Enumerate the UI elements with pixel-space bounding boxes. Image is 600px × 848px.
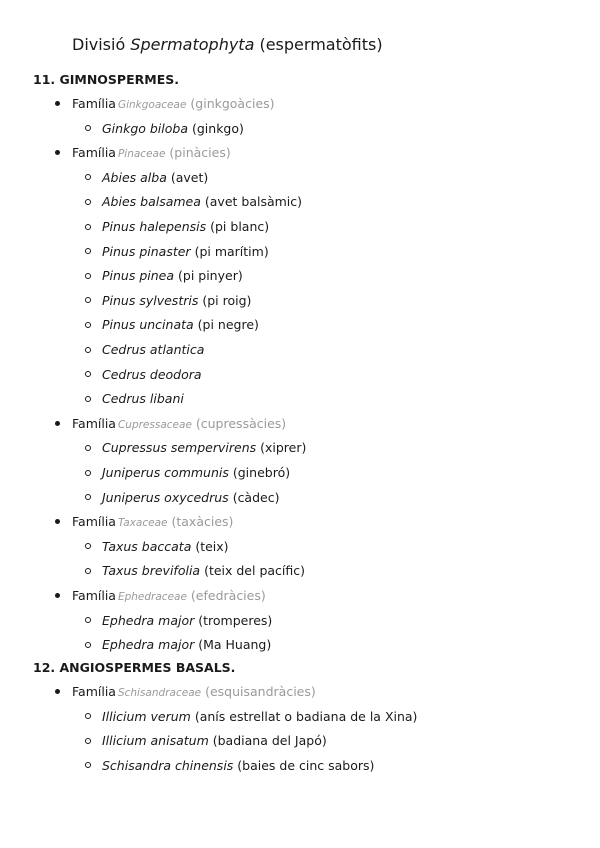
family-item xyxy=(55,684,316,699)
species-scientific-name: Cedrus libani xyxy=(102,391,184,407)
species-scientific-name: Illicium anisatum xyxy=(102,733,209,749)
family-catalan-name: (efedràcies) xyxy=(190,588,266,603)
species-scientific-name: Abies alba xyxy=(102,169,167,185)
species-item xyxy=(85,194,302,209)
family-catalan-name: (taxàcies) xyxy=(171,514,234,530)
circle-bullet-icon xyxy=(85,371,91,377)
species-common-name: (tromperes) xyxy=(198,612,273,628)
species-item xyxy=(85,170,208,185)
title-latin: Spermatophyta xyxy=(130,35,255,54)
species-scientific-name: Cedrus deodora xyxy=(102,366,202,382)
circle-bullet-icon xyxy=(85,762,91,768)
species-scientific-name: Ephedra major xyxy=(102,612,195,628)
section-heading: 11. GIMNOSPERMES. xyxy=(33,72,179,87)
species-common-name: (Ma Huang) xyxy=(198,637,272,653)
family-latin-name: Taxaceae xyxy=(117,517,168,530)
family-label: Família xyxy=(72,415,116,431)
species-item xyxy=(85,637,271,652)
species-common-name: (avet balsàmic) xyxy=(204,194,303,210)
species-common-name: (teix del pacífic) xyxy=(204,563,306,579)
title-suffix: (espermatòfits) xyxy=(259,35,383,54)
species-item xyxy=(85,367,202,382)
species-common-name: (pi roig) xyxy=(202,292,252,308)
family-latin-name: Cupressaceae xyxy=(117,418,192,431)
species-item xyxy=(85,539,229,554)
circle-bullet-icon xyxy=(85,125,91,131)
species-scientific-name: Juniperus communis xyxy=(102,465,229,480)
species-scientific-name: Taxus brevifolia xyxy=(102,563,201,579)
species-scientific-name: Pinus pinaster xyxy=(102,243,191,259)
circle-bullet-icon xyxy=(85,445,91,451)
species-common-name: (teix) xyxy=(195,538,229,554)
species-item xyxy=(85,613,272,628)
species-scientific-name: Pinus uncinata xyxy=(102,317,194,333)
species-common-name: (baies de cinc sabors) xyxy=(237,757,375,773)
circle-bullet-icon xyxy=(85,347,91,353)
family-label: Família xyxy=(72,588,116,603)
species-item xyxy=(85,563,305,578)
species-scientific-name: Abies balsamea xyxy=(102,194,201,210)
family-catalan-name: (ginkgoàcies) xyxy=(190,96,275,111)
species-item xyxy=(85,317,259,332)
page-title xyxy=(72,35,383,54)
circle-bullet-icon xyxy=(85,617,91,623)
family-catalan-name: (cupressàcies) xyxy=(195,415,287,431)
family-item xyxy=(55,96,275,111)
bullet-icon xyxy=(55,150,60,155)
species-scientific-name: Cupressus sempervirens xyxy=(102,440,257,456)
species-item xyxy=(85,733,327,748)
family-label: Família xyxy=(72,684,116,699)
circle-bullet-icon xyxy=(85,174,91,180)
species-item xyxy=(85,391,184,406)
species-scientific-name: Pinus halepensis xyxy=(102,219,207,234)
circle-bullet-icon xyxy=(85,297,91,303)
species-item xyxy=(85,709,417,724)
species-common-name: (ginebró) xyxy=(232,465,291,480)
species-item xyxy=(85,440,306,455)
species-scientific-name: Ginkgo biloba xyxy=(102,120,188,136)
family-latin-name: Pinaceae xyxy=(117,148,166,161)
family-label: Família xyxy=(72,145,116,161)
species-common-name: (anís estrellat o badiana de la Xina) xyxy=(194,708,418,724)
family-item xyxy=(55,416,286,431)
species-item xyxy=(85,758,374,773)
species-scientific-name: Illicium verum xyxy=(102,708,191,724)
family-latin-name: Ginkgoaceae xyxy=(117,99,187,111)
species-scientific-name: Schisandra chinensis xyxy=(102,757,234,773)
species-scientific-name: Ephedra major xyxy=(102,637,195,653)
title-prefix: Divisió xyxy=(72,35,126,54)
family-catalan-name: (esquisandràcies) xyxy=(205,684,316,699)
species-common-name: (badiana del Japó) xyxy=(212,733,327,749)
bullet-icon xyxy=(55,593,60,598)
bullet-icon xyxy=(55,519,60,524)
bullet-icon xyxy=(55,421,60,426)
family-latin-name: Ephedraceae xyxy=(117,591,187,603)
circle-bullet-icon xyxy=(85,543,91,549)
circle-bullet-icon xyxy=(85,494,91,500)
species-item xyxy=(85,465,290,480)
bullet-icon xyxy=(55,689,60,694)
circle-bullet-icon xyxy=(85,470,91,476)
family-label: Família xyxy=(72,96,116,111)
species-item xyxy=(85,268,243,283)
species-scientific-name: Pinus sylvestris xyxy=(102,292,199,308)
species-common-name: (pi negre) xyxy=(197,317,259,333)
species-scientific-name: Cedrus atlantica xyxy=(102,342,205,357)
species-item xyxy=(85,121,244,136)
family-catalan-name: (pinàcies) xyxy=(169,145,231,161)
circle-bullet-icon xyxy=(85,199,91,205)
species-common-name: (ginkgo) xyxy=(191,120,244,136)
family-latin-name: Schisandraceae xyxy=(117,687,202,699)
circle-bullet-icon xyxy=(85,642,91,648)
species-item xyxy=(85,342,204,357)
species-item xyxy=(85,293,251,308)
species-common-name: (pi marítim) xyxy=(194,243,269,259)
family-label: Família xyxy=(72,514,116,530)
species-item xyxy=(85,490,279,505)
species-common-name: (avet) xyxy=(170,169,209,185)
species-common-name: (xiprer) xyxy=(260,440,307,456)
circle-bullet-icon xyxy=(85,713,91,719)
circle-bullet-icon xyxy=(85,738,91,744)
circle-bullet-icon xyxy=(85,273,91,279)
family-item xyxy=(55,514,233,529)
circle-bullet-icon xyxy=(85,568,91,574)
circle-bullet-icon xyxy=(85,248,91,254)
family-item xyxy=(55,588,266,603)
circle-bullet-icon xyxy=(85,224,91,230)
section-heading: 12. ANGIOSPERMES BASALS. xyxy=(33,660,236,675)
species-scientific-name: Taxus baccata xyxy=(102,538,192,554)
species-scientific-name: Pinus pinea xyxy=(102,268,175,284)
species-common-name: (càdec) xyxy=(232,489,280,505)
species-scientific-name: Juniperus oxycedrus xyxy=(102,489,229,505)
species-common-name: (pi pinyer) xyxy=(178,268,243,284)
species-item xyxy=(85,244,269,259)
species-item xyxy=(85,219,269,234)
bullet-icon xyxy=(55,101,60,106)
species-common-name: (pi blanc) xyxy=(210,219,270,234)
circle-bullet-icon xyxy=(85,322,91,328)
circle-bullet-icon xyxy=(85,396,91,402)
family-item xyxy=(55,145,231,160)
